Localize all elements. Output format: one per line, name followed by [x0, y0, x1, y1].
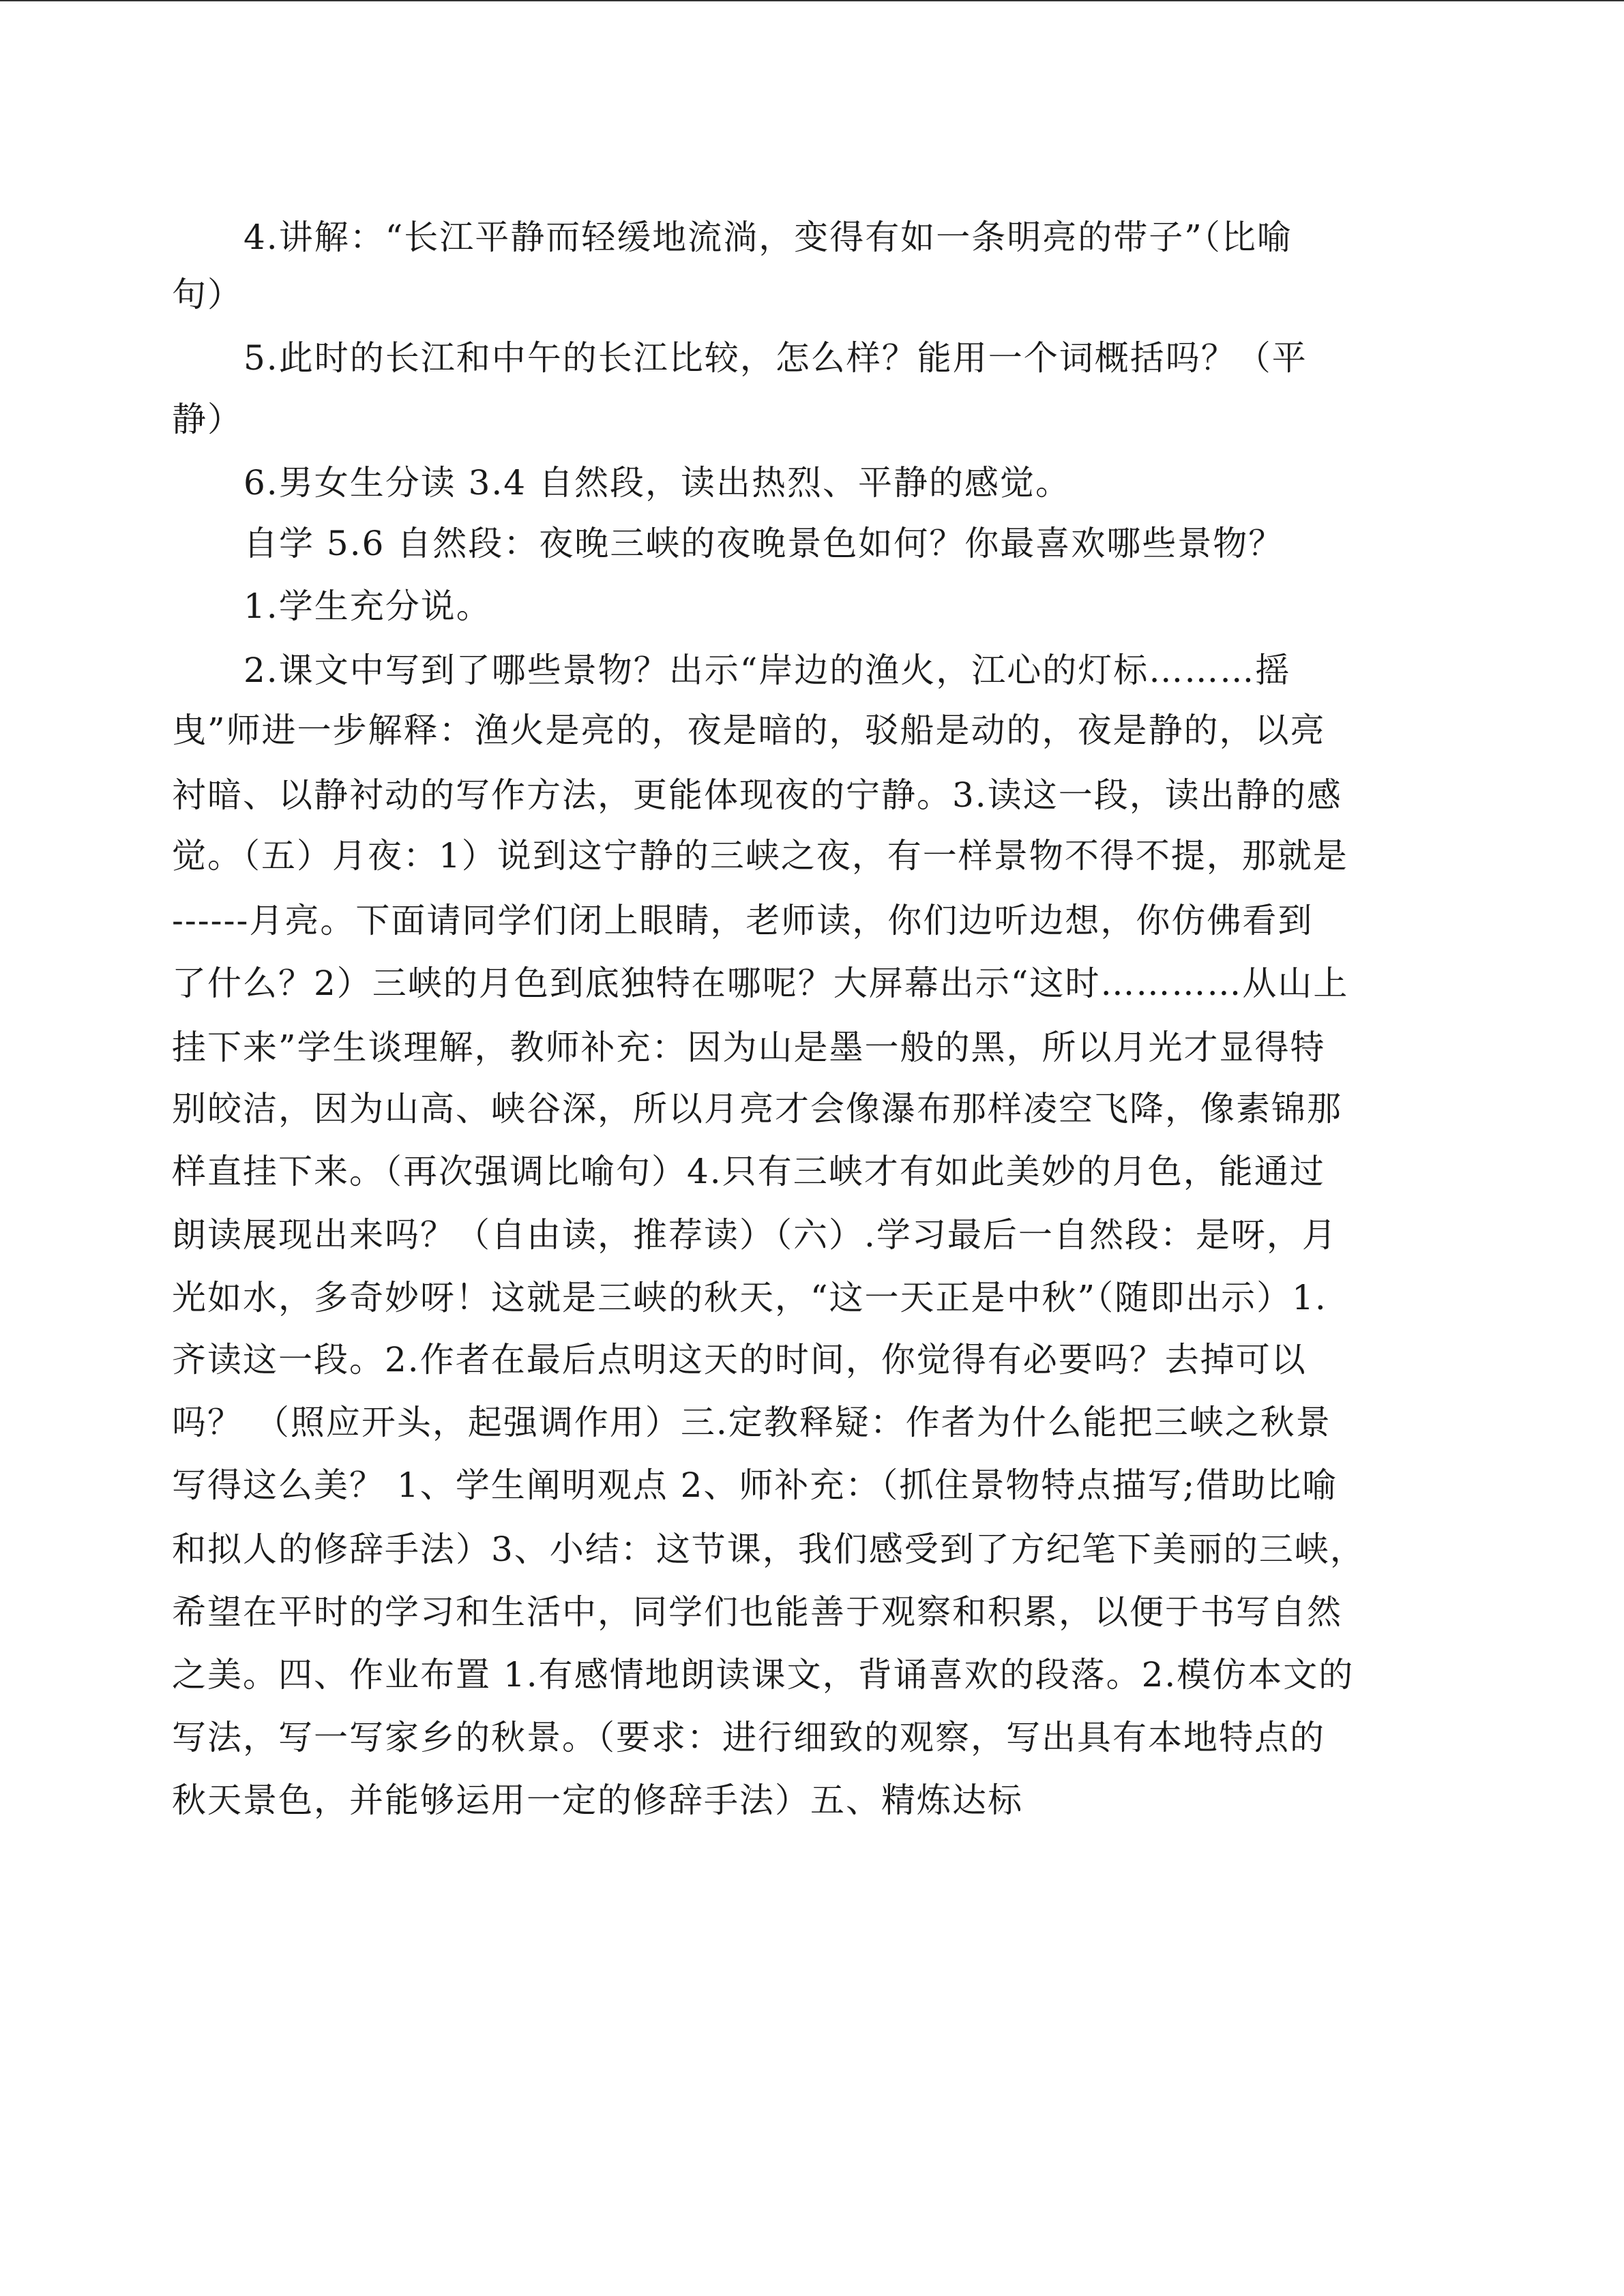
text-line: 衬暗、以静衬动的写作方法，更能体现夜的宁静。3.读这一段，读出静的感: [172, 775, 1342, 815]
text-line: 朗读展现出来吗？（自由读，推荐读）（六）.学习最后一自然段：是呀，月: [172, 1215, 1338, 1255]
text-line: 和拟人的修辞手法）3、小结：这节课，我们感受到了方纪笔下美丽的三峡，: [172, 1530, 1365, 1569]
text-line: 曳”师进一步解释：渔火是亮的，夜是暗的，驳船是动的，夜是静的，以亮: [172, 711, 1326, 750]
text-line: 4.讲解：“长江平静而轻缓地流淌，变得有如一条明亮的带子”（比喻: [243, 218, 1293, 257]
text-line: 觉。（五）月夜：1）说到这宁静的三峡之夜，有一样景物不得不提，那就是: [172, 836, 1348, 876]
text-line: 句）: [172, 275, 243, 314]
text-line: 写得这么美？ 1、学生阐明观点 2、师补充：（抓住景物特点描写;借助比喻: [172, 1465, 1338, 1505]
text-line: 静）: [172, 400, 243, 439]
text-line: ------月亮。下面请同学们闭上眼睛，老师读，你们边听边想，你仿佛看到: [172, 901, 1314, 940]
text-line: 之美。四、作业布置 1.有感情地朗读课文，背诵喜欢的段落。2.模仿本文的: [172, 1655, 1355, 1695]
text-line: 5.此时的长江和中午的长江比较，怎么样？能用一个词概括吗？（平: [243, 338, 1308, 378]
text-line: 挂下来”学生谈理解，教师补充：因为山是墨一般的黑，所以月光才显得特: [172, 1028, 1326, 1067]
text-line: 6.男女生分读 3.4 自然段，读出热烈、平静的感觉。: [243, 463, 1072, 503]
text-line: 了什么？2）三峡的月色到底独特在哪呢？大屏幕出示“这时…………从山上: [172, 964, 1349, 1003]
text-line: 吗？ （照应开头，起强调作用）三.定教释疑：作者为什么能把三峡之秋景: [172, 1403, 1331, 1442]
text-line: 光如水，多奇妙呀！这就是三峡的秋天，“这一天正是中秋”（随即出示）1.: [172, 1278, 1327, 1317]
text-line: 别皎洁，因为山高、峡谷深，所以月亮才会像瀑布那样凌空飞降，像素锦那: [172, 1089, 1342, 1129]
text-line: 样直挂下来。（再次强调比喻句）4.只有三峡才有如此美妙的月色，能通过: [172, 1152, 1325, 1191]
text-line: 希望在平时的学习和生活中，同学们也能善于观察和积累，以便于书写自然: [172, 1592, 1342, 1632]
text-line: 齐读这一段。2.作者在最后点明这天的时间，你觉得有必要吗？去掉可以: [172, 1340, 1307, 1380]
text-line: 1.学生充分说。: [243, 586, 492, 626]
text-line: 自学 5.6 自然段：夜晚三峡的夜晚景色如何？你最喜欢哪些景物？: [243, 524, 1284, 563]
text-line: 秋天景色，并能够运用一定的修辞手法）五、精炼达标: [172, 1780, 1023, 1820]
text-line: 2.课文中写到了哪些景物？出示“岸边的渔火，江心的灯标………摇: [243, 651, 1291, 690]
text-line: 写法，写一写家乡的秋景。（要求：进行细致的观察，写出具有本地特点的: [172, 1718, 1325, 1757]
